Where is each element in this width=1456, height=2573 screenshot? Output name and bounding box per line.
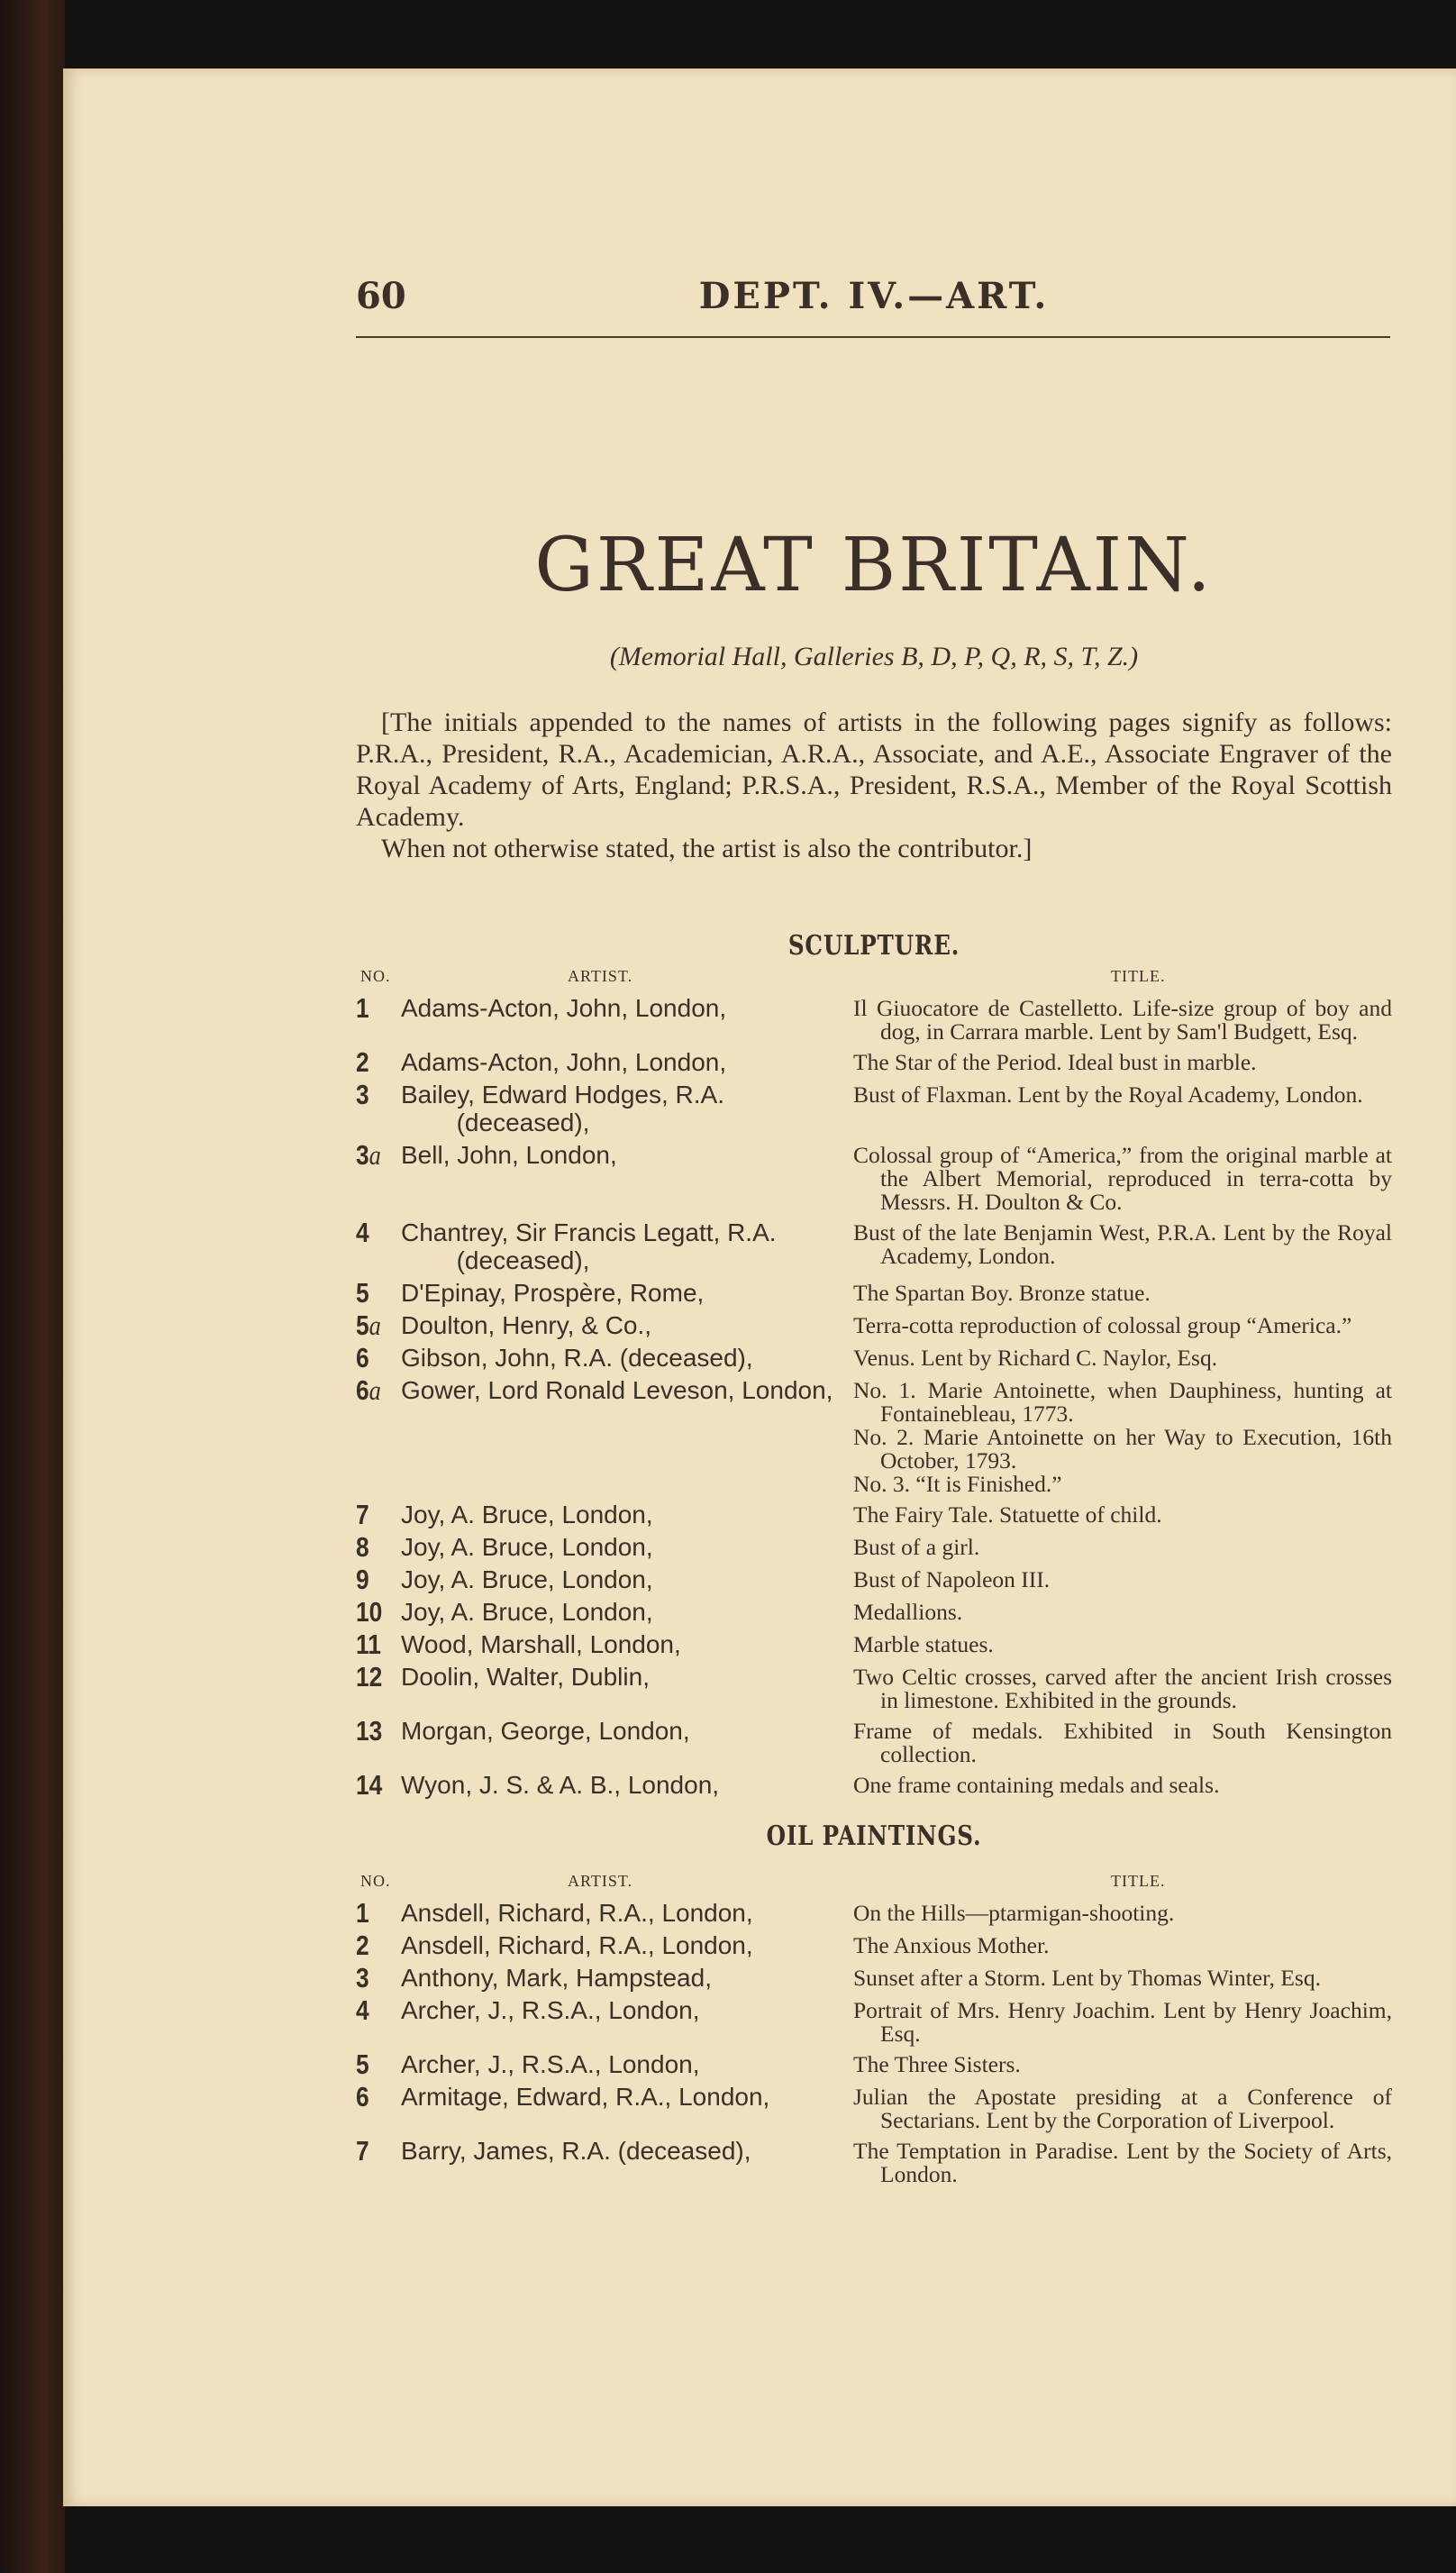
entry-title	[853, 1771, 1392, 1799]
entry-number: 1	[356, 1897, 369, 1929]
entry-title	[853, 1218, 1392, 1274]
sculpture-section	[356, 930, 1392, 1803]
entry-number: 12	[356, 1661, 383, 1693]
entry-number: 4	[356, 1217, 369, 1248]
entry-number: 6a	[356, 1374, 381, 1406]
entry-artist: Ansdell, Richard, R.A., London,	[401, 1899, 753, 1927]
subtitle: (Memorial Hall, Galleries B, D, P, Q, R, S, T, Z.)	[609, 642, 1139, 671]
entry-title-line: Bust of a girl.	[853, 1534, 980, 1560]
entry-title	[853, 1048, 1392, 1076]
entry-title-line: The Three Sisters.	[853, 2051, 1021, 2077]
entry-row	[356, 2137, 1392, 2186]
entry-artist: Chantrey, Sir Francis Legatt, R.A. (deceased),	[401, 1218, 777, 1274]
entry-number: 2	[356, 1046, 369, 1078]
entry-number: 7	[356, 2135, 369, 2167]
entry-number: 4	[356, 1994, 369, 2026]
entry-title	[853, 1565, 1392, 1593]
column-headers	[356, 1872, 1392, 1899]
entry-title	[853, 1533, 1392, 1561]
entry-row	[356, 1931, 1392, 1959]
intro-paragraph: [The initials appended to the names of artists in the following pages signify as follows: P.R.A., President, R.A., Academician, A.R.A., Associate, and A.E., Associate Engraver of the Royal Academy of Arts, England; P.R.S.A., President, R.S.A., Member of the Royal Scottish Academy.	[356, 707, 1392, 832]
entry-artist: Bell, John, London,	[401, 1141, 617, 1169]
entry-title-line: Colossal group of “America,” from the original marble at the Albert Memorial, reproduced in terra-cotta by Messrs. H. Doulton & Co.	[853, 1142, 1392, 1215]
entry-title-line: One frame containing medals and seals.	[853, 1772, 1220, 1798]
entry-row	[356, 1964, 1392, 1992]
entry-artist: Anthony, Mark, Hampstead,	[401, 1964, 712, 1992]
entry-artist: D'Epinay, Prospère, Rome,	[401, 1279, 705, 1307]
entry-title-line: Terra-cotta reproduction of colossal group “America.”	[853, 1312, 1352, 1338]
entry-artist: Armitage, Edward, R.A., London,	[401, 2083, 770, 2111]
oil-paintings-section	[356, 1820, 1392, 2191]
book-spine-edge	[0, 0, 65, 2573]
entry-row	[356, 1996, 1392, 2046]
entry-title	[853, 1899, 1392, 1927]
column-header-artist: ARTIST.	[568, 967, 633, 985]
running-head: DEPT. IV.—ART.	[698, 275, 1050, 317]
entry-row	[356, 1218, 1392, 1274]
entry-number: 3	[356, 1962, 369, 1994]
column-header-title: TITLE.	[1111, 1872, 1166, 1890]
entry-artist: Gibson, John, R.A. (deceased),	[401, 1344, 753, 1372]
entry-row	[356, 994, 1392, 1044]
header-rule	[356, 336, 1390, 338]
entry-row	[356, 1598, 1392, 1626]
entry-row	[356, 1501, 1392, 1528]
entry-number: 2	[356, 1930, 369, 1961]
entry-row	[356, 1279, 1392, 1307]
section-heading: SCULPTURE.	[787, 930, 960, 962]
entry-number: 9	[356, 1564, 369, 1595]
entry-title	[853, 2050, 1392, 2078]
section-heading: OIL PAINTINGS.	[766, 1820, 982, 1852]
entry-artist: Joy, A. Bruce, London,	[401, 1565, 653, 1593]
entry-row	[356, 1376, 1392, 1496]
entry-artist: Doulton, Henry, & Co.,	[401, 1311, 652, 1339]
entry-row	[356, 1630, 1392, 1658]
entry-title-line: Bust of the late Benjamin West, P.R.A. Lent by the Royal Academy, London.	[853, 1219, 1392, 1269]
column-headers	[356, 967, 1392, 994]
entry-artist: Wood, Marshall, London,	[401, 1630, 681, 1658]
entry-title	[853, 1663, 1392, 1712]
entry-title-line: The Spartan Boy. Bronze statue.	[853, 1280, 1151, 1306]
column-header-no: NO.	[360, 967, 391, 985]
entry-artist: Adams-Acton, John, London,	[401, 1048, 727, 1076]
entry-title	[853, 2083, 1392, 2132]
entry-number: 7	[356, 1499, 369, 1530]
entry-artist: Adams-Acton, John, London,	[401, 994, 727, 1022]
entry-row	[356, 1533, 1392, 1561]
entry-title-line: Two Celtic crosses, carved after the ancient Irish crosses in limestone. Exhibited in the grounds.	[853, 1664, 1392, 1713]
entry-title	[853, 1311, 1392, 1339]
entry-row	[356, 1565, 1392, 1593]
entry-number-suffix: a	[369, 1309, 381, 1341]
entry-number: 13	[356, 1715, 383, 1747]
entry-title-line: Il Giuocatore de Castelletto. Life-size group of boy and dog, in Carrara marble. Lent by Sam'l Budgett, Esq.	[853, 995, 1392, 1045]
entry-title-line: Portrait of Mrs. Henry Joachim. Lent by Henry Joachim, Esq.	[853, 1997, 1392, 2047]
entry-row	[356, 1663, 1392, 1712]
entry-row	[356, 2083, 1392, 2132]
entry-artist: Archer, J., R.S.A., London,	[401, 2050, 700, 2078]
entry-title	[853, 994, 1392, 1044]
entry-title-line: Frame of medals. Exhibited in South Kensington collection.	[853, 1718, 1392, 1767]
entry-number: 3	[356, 1079, 369, 1110]
entry-title	[853, 1598, 1392, 1626]
entry-number: 1	[356, 992, 369, 1024]
entry-title-line: Julian the Apostate presiding at a Conference of Sectarians. Lent by the Corporation of Liverpool.	[853, 2084, 1392, 2133]
entry-title	[853, 1717, 1392, 1766]
entry-title-line: Venus. Lent by Richard C. Naylor, Esq.	[853, 1345, 1218, 1371]
entry-title	[853, 1376, 1392, 1496]
entry-artist: Joy, A. Bruce, London,	[401, 1501, 653, 1528]
entry-title-line: The Fairy Tale. Statuette of child.	[853, 1501, 1162, 1528]
entry-number-suffix: a	[369, 1139, 381, 1171]
entry-row	[356, 1344, 1392, 1372]
entry-artist: Ansdell, Richard, R.A., London,	[401, 1931, 753, 1959]
entry-title	[853, 1344, 1392, 1372]
entry-title	[853, 1501, 1392, 1528]
entry-number: 6	[356, 2081, 369, 2112]
page-number: 60	[356, 275, 406, 317]
entry-row	[356, 1311, 1392, 1339]
column-header-no: NO.	[360, 1872, 391, 1890]
entry-number: 3a	[356, 1139, 381, 1171]
entry-title-line: Bust of Flaxman. Lent by the Royal Academy, London.	[853, 1081, 1363, 1108]
entry-title	[853, 1964, 1392, 1992]
intro-paragraph: When not otherwise stated, the artist is also the contributor.]	[381, 834, 1033, 863]
entry-title	[853, 2137, 1392, 2186]
entry-artist: Joy, A. Bruce, London,	[401, 1533, 653, 1561]
column-header-title: TITLE.	[1111, 967, 1166, 985]
entry-title	[853, 1141, 1392, 1214]
entry-row	[356, 1048, 1392, 1076]
entry-title-line: The Temptation in Paradise. Lent by the Society of Arts, London.	[853, 2138, 1392, 2187]
page-header	[356, 275, 1392, 320]
entry-number: 14	[356, 1769, 383, 1801]
entry-title-line: Marble statues.	[853, 1631, 994, 1657]
entry-title-line: No. 3. “It is Finished.”	[853, 1471, 1062, 1497]
entry-title-line: Medallions.	[853, 1599, 963, 1625]
entry-artist: Joy, A. Bruce, London,	[401, 1598, 653, 1626]
entry-title	[853, 1630, 1392, 1658]
entry-row	[356, 1717, 1392, 1766]
entry-row	[356, 2050, 1392, 2078]
entry-title-line: No. 2. Marie Antoinette on her Way to Execution, 16th October, 1793.	[853, 1424, 1392, 1474]
intro-note	[356, 707, 1392, 864]
entry-title-line: On the Hills—ptarmigan-shooting.	[853, 1900, 1175, 1926]
page-title: GREAT BRITAIN.	[534, 523, 1214, 608]
entry-title	[853, 1279, 1392, 1307]
entry-title	[853, 1931, 1392, 1959]
entry-artist: Archer, J., R.S.A., London,	[401, 1996, 700, 2024]
entry-artist: Gower, Lord Ronald Leveson, London,	[401, 1376, 833, 1404]
entry-row	[356, 1081, 1392, 1136]
entry-artist: Morgan, George, London,	[401, 1717, 690, 1745]
entry-row	[356, 1141, 1392, 1214]
entry-number-suffix: a	[369, 1374, 381, 1406]
entry-artist: Wyon, J. S. & A. B., London,	[401, 1771, 720, 1799]
entry-row	[356, 1899, 1392, 1927]
entry-number: 11	[356, 1629, 381, 1660]
entry-artist: Bailey, Edward Hodges, R.A. (deceased),	[401, 1081, 724, 1136]
entry-number: 8	[356, 1531, 369, 1563]
entry-number: 5	[356, 2048, 369, 2080]
entry-title-line: Sunset after a Storm. Lent by Thomas Winter, Esq.	[853, 1965, 1321, 1991]
entry-number: 5a	[356, 1309, 381, 1341]
entry-number: 10	[356, 1596, 383, 1628]
entry-artist: Barry, James, R.A. (deceased),	[401, 2137, 751, 2165]
entry-title-line: No. 1. Marie Antoinette, when Dauphiness, hunting at Fontainebleau, 1773.	[853, 1377, 1392, 1427]
entry-row	[356, 1771, 1392, 1799]
entry-number: 6	[356, 1342, 369, 1373]
entry-title-line: The Star of the Period. Ideal bust in marble.	[853, 1049, 1257, 1075]
column-header-artist: ARTIST.	[568, 1872, 633, 1890]
entry-number: 5	[356, 1277, 369, 1309]
entry-artist: Doolin, Walter, Dublin,	[401, 1663, 650, 1691]
entry-title-line: The Anxious Mother.	[853, 1932, 1050, 1958]
entry-title	[853, 1081, 1392, 1136]
entry-title-line: Bust of Napoleon III.	[853, 1566, 1051, 1592]
entry-title	[853, 1996, 1392, 2046]
